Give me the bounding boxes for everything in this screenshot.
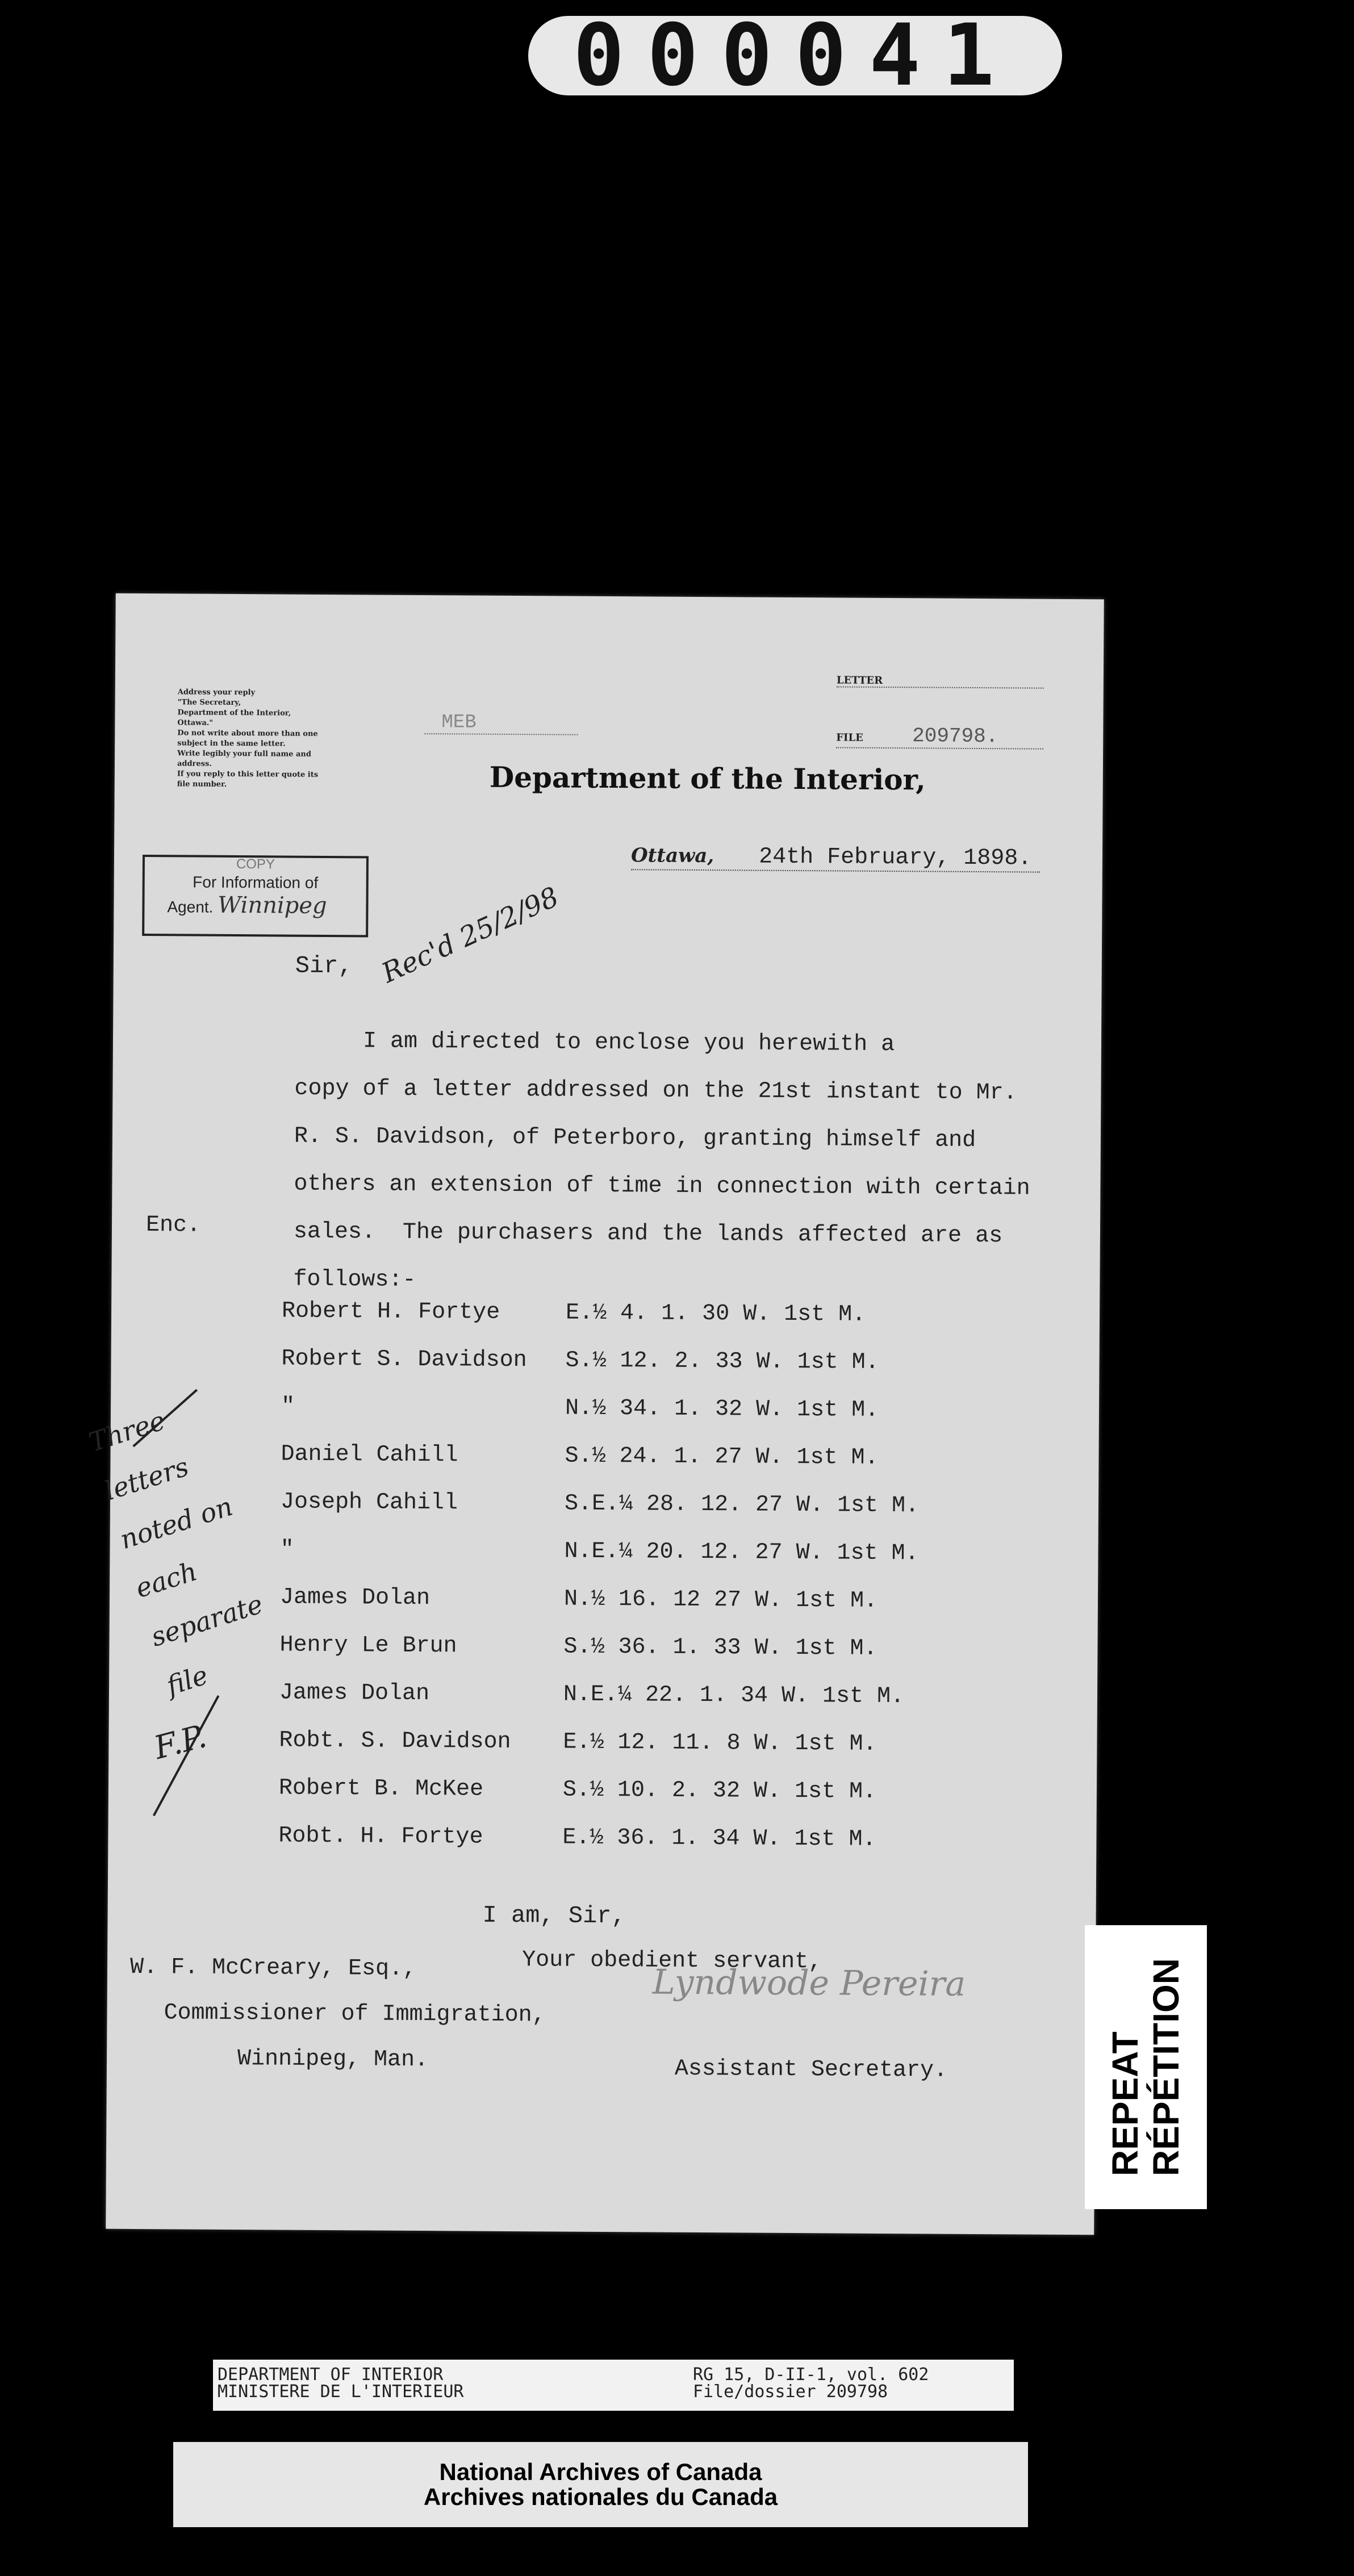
purchaser-row — [281, 1335, 920, 1387]
purchaser-row — [281, 1431, 920, 1482]
address-note-line: Write legibly your full name and — [177, 749, 311, 759]
address-note — [177, 687, 354, 791]
file-label — [836, 724, 1043, 749]
purchaser-name: Robert S. Davidson — [281, 1346, 527, 1373]
archives-fr: Archives nationales du Canada — [423, 2483, 778, 2510]
meb-reference: MEB — [424, 712, 578, 735]
purchaser-name: James Dolan — [279, 1584, 431, 1611]
purchaser-row — [279, 1669, 918, 1721]
department-fr: MINISTERE DE L'INTERIEUR — [218, 2382, 464, 2402]
marginal-note-line: each — [132, 1555, 201, 1604]
handwritten-initials: F.P. — [150, 1717, 211, 1767]
signatory-title: Assistant Secretary. — [674, 2056, 948, 2084]
salutation: Sir, — [295, 952, 353, 980]
address-note-line: subject in the same letter. — [177, 739, 286, 748]
enclosure-note: Enc. — [145, 1212, 201, 1239]
closing-i-am: I am, Sir, — [482, 1901, 626, 1930]
address-note-line: Address your reply — [177, 688, 256, 697]
copy-label: COPY — [236, 856, 275, 872]
land-description: N.½ 34. 1. 32 W. 1st M. — [565, 1395, 879, 1423]
file-dossier: File/dossier 209798 — [693, 2382, 888, 2402]
land-description: N.E.¼ 20. 12. 27 W. 1st M. — [564, 1538, 919, 1566]
address-note-line: "The Secretary, — [177, 698, 241, 708]
copy-info-line: For Information of — [193, 873, 319, 892]
purchaser-row — [280, 1574, 919, 1625]
address-note-line: Ottawa." — [177, 718, 214, 727]
marginal-note-line: separate — [147, 1588, 267, 1653]
department-title: Department of the Interior, — [489, 760, 926, 797]
purchaser-name: Robert H. Fortye — [281, 1298, 500, 1325]
purchaser-name: Robt. S. Davidson — [279, 1728, 511, 1755]
date-line — [631, 843, 1040, 872]
recipient-block — [129, 1945, 546, 2084]
letter-date: 24th February, 1898. — [759, 844, 1032, 872]
department-en: DEPARTMENT OF INTERIOR — [218, 2365, 444, 2385]
purchaser-row — [278, 1812, 917, 1864]
agent-handwritten: Winnipeg — [218, 892, 327, 919]
reference-strip — [213, 2360, 1014, 2411]
land-description: E.½ 36. 1. 34 W. 1st M. — [562, 1825, 876, 1852]
address-note-line: Department of the Interior, — [177, 708, 291, 718]
land-description: E.½ 12. 11. 8 W. 1st M. — [563, 1729, 877, 1757]
recipient-line: Commissioner of Immigration, — [164, 2000, 546, 2029]
purchaser-name: Robt. H. Fortye — [278, 1823, 483, 1850]
letter-body: I am directed to enclose you herewith a copy of a letter addressed on the 21st instant to Mr. R. S. Davidson, of Peterboro, granting himself and others an extension of time in connection with certain sales. The purchasers and the lands affected are as follows:- — [293, 1028, 1030, 1293]
repetition-label: RÉPÉTITION — [1146, 1958, 1187, 2177]
letter-page — [85, 593, 1104, 2235]
land-description: N.½ 16. 12 27 W. 1st M. — [563, 1586, 878, 1614]
purchaser-row — [279, 1764, 918, 1816]
address-note-line: Do not write about more than one — [177, 729, 318, 738]
purchaser-name: " — [281, 1394, 295, 1420]
purchaser-name: James Dolan — [279, 1680, 430, 1707]
land-description: E.½ 4. 1. 30 W. 1st M. — [565, 1300, 866, 1328]
recipient-line: W. F. McCreary, Esq., — [129, 1954, 417, 1982]
purchaser-name: Robert B. McKee — [278, 1775, 484, 1803]
address-note-line: If you reply to this letter quote its — [177, 770, 319, 779]
land-description: S.½ 10. 2. 32 W. 1st M. — [562, 1777, 877, 1805]
purchaser-row — [281, 1383, 920, 1435]
reference-department — [218, 2366, 463, 2401]
purchaser-row — [280, 1526, 919, 1578]
purchaser-row — [279, 1717, 918, 1768]
copy-stamp — [142, 855, 369, 937]
marginal-note-line: noted on — [116, 1490, 236, 1555]
address-note-line: address. — [177, 759, 212, 768]
repeat-label: REPEAT — [1105, 2031, 1146, 2177]
purchaser-row — [281, 1478, 920, 1530]
land-description: S.E.¼ 28. 12. 27 W. 1st M. — [564, 1491, 920, 1519]
land-description: S.½ 24. 1. 27 W. 1st M. — [565, 1443, 879, 1471]
land-description: N.E.¼ 22. 1. 34 W. 1st M. — [563, 1682, 905, 1709]
archives-en: National Archives of Canada — [439, 2458, 762, 2485]
land-description: S.½ 12. 2. 33 W. 1st M. — [565, 1348, 879, 1375]
recipient-line: Winnipeg, Man. — [237, 2046, 429, 2073]
letter-label: LETTER — [837, 674, 1044, 688]
land-description: S.½ 36. 1. 33 W. 1st M. — [563, 1634, 877, 1662]
purchaser-row — [282, 1287, 921, 1339]
copy-agent-line — [144, 893, 366, 919]
signature: Lyndwode Pereira — [652, 1962, 966, 2004]
handwritten-received-note: Rec'd 25/2/98 — [377, 881, 564, 989]
purchaser-name: " — [280, 1537, 294, 1563]
purchasers-table — [278, 1287, 920, 1864]
record-group: RG 15, D-II-1, vol. 602 — [693, 2365, 929, 2385]
file-label-text: FILE — [836, 731, 863, 744]
archives-strip — [173, 2442, 1028, 2527]
marginal-note-line: Three letters — [85, 1404, 193, 1507]
agent-label: Agent. — [167, 898, 214, 916]
marginal-note-line: file — [162, 1659, 212, 1701]
frame-number: 000041 — [528, 16, 1062, 95]
purchaser-name: Daniel Cahill — [281, 1441, 458, 1468]
reference-file — [693, 2366, 929, 2401]
purchaser-name: Joseph Cahill — [280, 1489, 458, 1516]
closing-obedient: Your obedient servant, — [521, 1947, 822, 1975]
purchaser-name: Henry Le Brun — [279, 1632, 457, 1659]
place: Ottawa, — [630, 844, 714, 868]
purchaser-row — [279, 1621, 918, 1673]
file-number: 209798. — [912, 724, 998, 748]
repeat-stamp — [1085, 1925, 1207, 2209]
address-note-line: file number. — [177, 780, 227, 789]
